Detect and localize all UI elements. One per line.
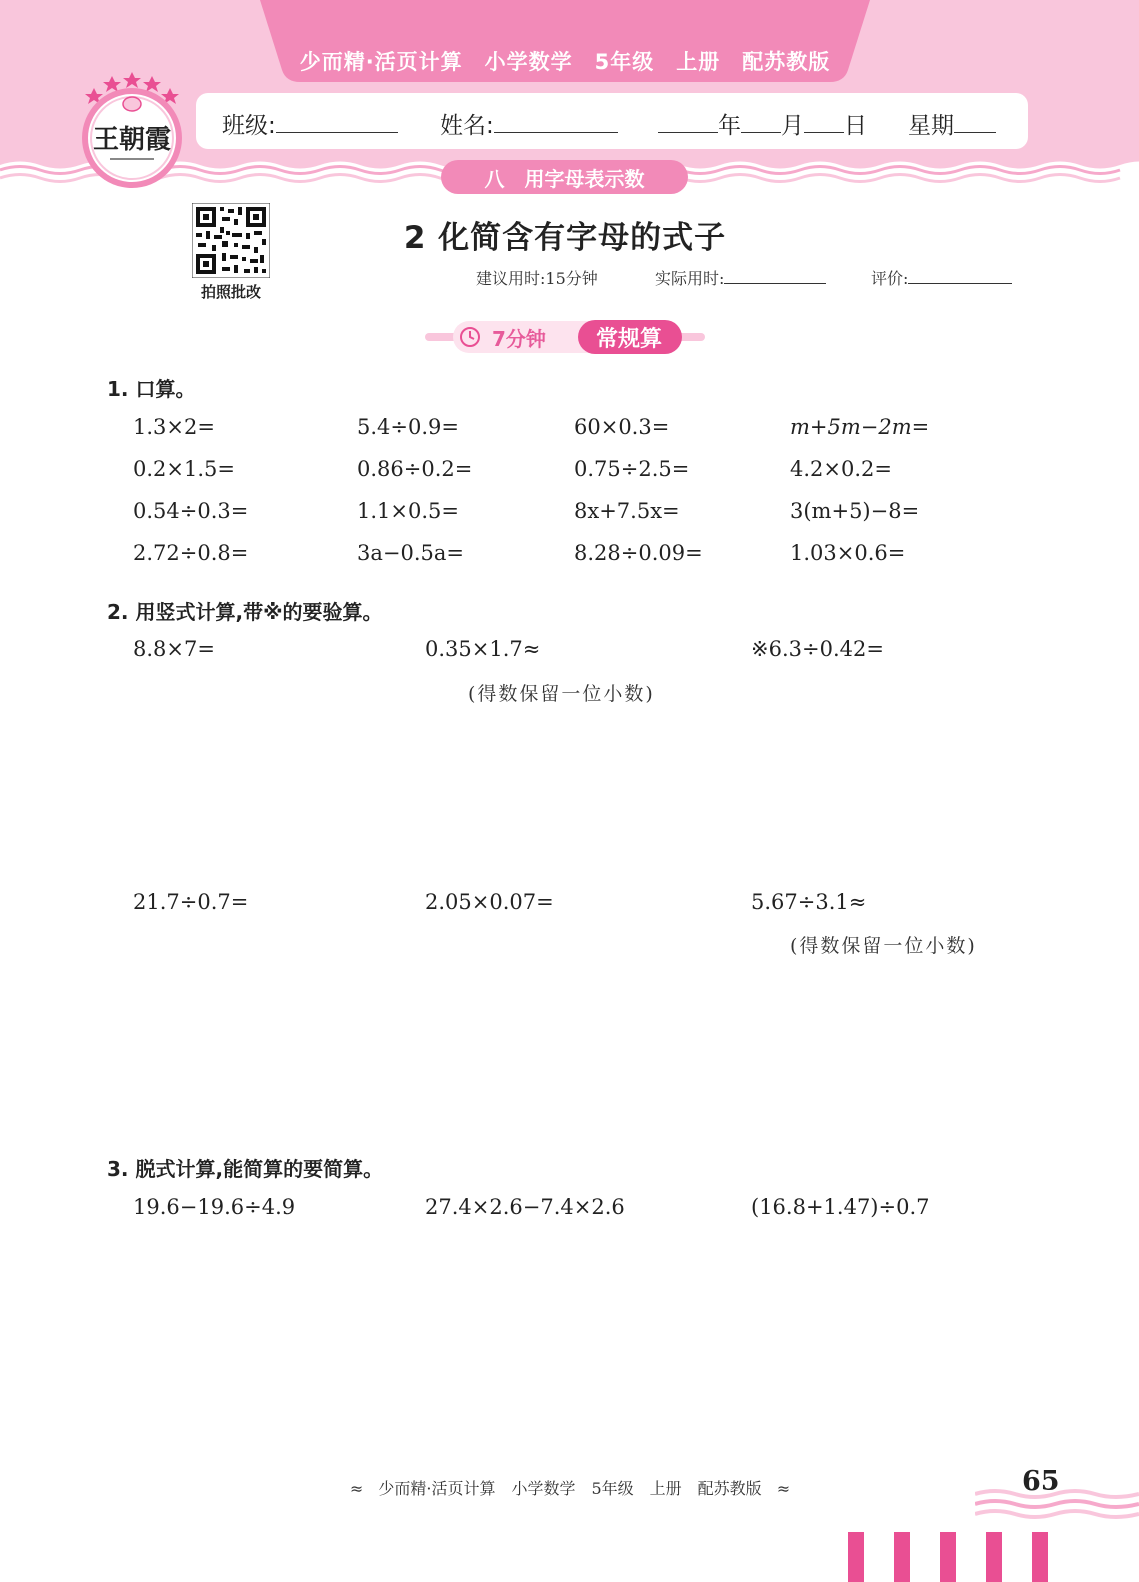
evaluation-blank[interactable] xyxy=(908,266,1012,284)
q1-item: 0.2×1.5= xyxy=(133,457,235,481)
q1-item: 0.54÷0.3= xyxy=(133,499,249,523)
q1-item: 60×0.3= xyxy=(574,415,670,439)
footer-bar-decoration xyxy=(840,1532,1139,1582)
timer-duration: 7分钟 xyxy=(492,327,546,351)
name-label: 姓名: xyxy=(440,113,494,139)
actual-time-field[interactable] xyxy=(655,266,826,289)
weekday-blank[interactable] xyxy=(954,111,996,133)
name-field[interactable] xyxy=(440,107,618,140)
q2-item: 21.7÷0.7= xyxy=(133,890,249,914)
q1-item: 3(m+5)−8= xyxy=(790,499,920,523)
qr-label: 拍照批改 xyxy=(200,283,261,301)
qr-code-icon[interactable] xyxy=(192,203,270,278)
q1-item: m+5m−2m= xyxy=(790,415,930,439)
q1-title: 1. 口算。 xyxy=(107,377,196,401)
brand-name: 王朝霞 xyxy=(92,125,172,155)
actual-time-blank[interactable] xyxy=(724,266,826,284)
name-blank[interactable] xyxy=(494,111,618,133)
q1-item: 3a−0.5a= xyxy=(357,541,464,565)
q2-item: 2.05×0.07= xyxy=(425,890,554,914)
q2-item: 0.35×1.7≈ xyxy=(425,637,541,661)
weekday-field[interactable] xyxy=(908,107,996,140)
q3-item: (16.8+1.47)÷0.7 xyxy=(751,1195,930,1219)
footer-series-text: ≈ 少而精·活页计算 小学数学 5年级 上册 配苏教版 ≈ xyxy=(349,1479,791,1498)
q1-item: 2.72÷0.8= xyxy=(133,541,249,565)
evaluation-field[interactable] xyxy=(871,266,1012,289)
q2-title: 2. 用竖式计算,带※的要验算。 xyxy=(107,600,383,624)
lesson-title: 2 化简含有字母的式子 xyxy=(403,220,727,256)
month-blank[interactable] xyxy=(741,111,781,133)
q1-item: 5.4÷0.9= xyxy=(357,415,459,439)
q2-note: (得数保留一位小数) xyxy=(468,683,655,705)
q1-item: 8.28÷0.09= xyxy=(574,541,703,565)
q3-item: 27.4×2.6−7.4×2.6 xyxy=(425,1195,625,1219)
brand-logo-icon xyxy=(76,66,188,190)
timer-badge: 常规算 xyxy=(595,327,662,352)
year-label: 年 xyxy=(718,113,741,139)
q2-item: 5.67÷3.1≈ xyxy=(751,890,867,914)
chapter-label: 八 用字母表示数 xyxy=(484,167,645,191)
q1-item: 0.86÷0.2= xyxy=(357,457,473,481)
year-blank[interactable] xyxy=(658,111,718,133)
weekday-label: 星期 xyxy=(908,113,954,139)
q2-item: 8.8×7= xyxy=(133,637,215,661)
q1-item: 1.03×0.6= xyxy=(790,541,906,565)
q3-title: 3. 脱式计算,能简算的要简算。 xyxy=(107,1157,384,1181)
date-field[interactable] xyxy=(658,107,867,140)
actual-time-label: 实际用时: xyxy=(655,269,725,288)
q1-item: 0.75÷2.5= xyxy=(574,457,690,481)
evaluation-label: 评价: xyxy=(871,269,909,288)
month-label: 月 xyxy=(781,113,804,139)
q1-item: 1.1×0.5= xyxy=(357,499,459,523)
suggested-time: 建议用时:15分钟 xyxy=(476,269,598,288)
q1-item: 8x+7.5x= xyxy=(574,499,680,523)
page-number: 65 xyxy=(1022,1466,1060,1497)
q1-item: 1.3×2= xyxy=(133,415,215,439)
q3-item: 19.6−19.6÷4.9 xyxy=(133,1195,296,1219)
day-blank[interactable] xyxy=(804,111,844,133)
q2-item: ※6.3÷0.42= xyxy=(751,637,884,661)
q1-item: 4.2×0.2= xyxy=(790,457,892,481)
q2-note: (得数保留一位小数) xyxy=(790,935,977,957)
class-blank[interactable] xyxy=(276,111,398,133)
class-field[interactable] xyxy=(222,107,398,140)
class-label: 班级: xyxy=(222,113,276,139)
series-title: 少而精·活页计算 小学数学 5年级 上册 配苏教版 xyxy=(299,50,831,74)
day-label: 日 xyxy=(844,113,867,139)
